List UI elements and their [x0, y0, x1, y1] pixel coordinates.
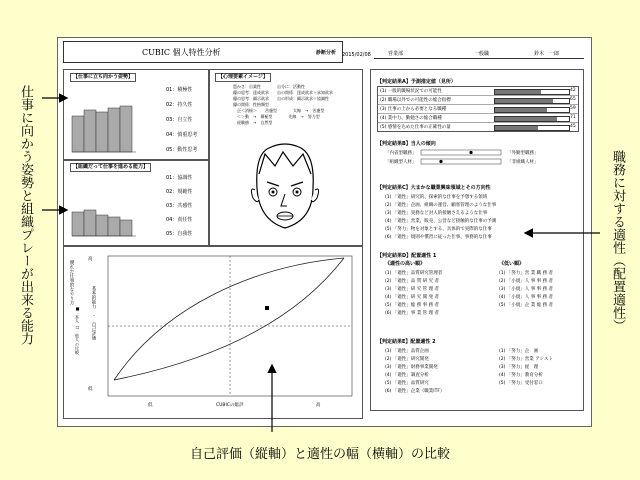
psych-line: 優の関係：性格類型: [233, 102, 269, 107]
dept-value: 営業部: [388, 51, 404, 57]
report-date: 2015/02/08: [342, 52, 371, 58]
result-c-row: (1) 「適性」研究的、探索的な仕事を予想する領域: [385, 195, 488, 200]
result-b-right-1: 「外勤型職務」: [507, 151, 539, 156]
scatter-x-high: 高: [316, 403, 321, 408]
annotation-bottom: 自己評価（縦軸）と適性の幅（横軸）の比較: [189, 447, 450, 462]
result-c-row: (4) 「適性」営業、販売、公営など接触的な仕事の予測: [385, 219, 497, 224]
work-item-1: 01：積極性: [166, 87, 193, 93]
psych-line: 優の思考：顕示欲求 自の形成：顕示欲求＋協調性: [233, 96, 329, 101]
result-d-high-row: (5) 「適性」総 務 事 務 者: [385, 303, 440, 308]
result-e-right-row: (3) 「努力」経 理: [499, 365, 539, 370]
result-d-low-title: 《低い順》: [499, 261, 525, 267]
result-d-low-row: (1) 「努力」営 業 職 務 者: [499, 271, 554, 276]
result-b-scales: [371, 70, 583, 170]
result-e-right-row: (5) 「努力」受付窓口: [499, 381, 543, 386]
scatter-y-bottom: 低: [88, 387, 93, 392]
result-a-value: 71: [570, 115, 576, 120]
report-subtitle: 診断分析: [315, 49, 336, 56]
result-a-label: (1) 一般的職場状況での可能性: [380, 89, 442, 94]
result-b-left-1: 「内省型職務」: [385, 151, 417, 156]
results-panel: [370, 69, 584, 411]
result-a-value: 59: [570, 106, 576, 111]
psych-panel: [208, 69, 363, 247]
result-d-high-row: (2) 「適性」品 質 研 究 者: [385, 279, 440, 284]
position-value: 一般職: [474, 51, 490, 57]
psych-line: 優の思考：達成欲求 自の関係：達成欲求＋承知欲求: [233, 90, 333, 95]
name-value: 鈴木 一郎: [534, 51, 560, 57]
result-a-value: 65: [570, 97, 576, 102]
work-item-2: 02：持久性: [166, 102, 193, 108]
org-item-1: 01：協調性: [166, 175, 193, 181]
result-e-left-row: (6) 「適性」企業（職業ITF）: [385, 389, 445, 394]
org-item-4: 04：責任性: [166, 217, 193, 223]
result-e-right-row: (1) 「努力」企 画: [499, 349, 539, 354]
result-e-left-row: (4) 「適性」調査分析: [385, 373, 429, 378]
result-c-row: (5) 「努力」物を対象とする、具体的で実際的な仕事: [385, 227, 492, 232]
report-sheet: [57, 37, 592, 427]
work-attitude-panel: [63, 69, 210, 161]
result-a-label: (4) 業中力、勤勉さの総合職種: [380, 116, 442, 121]
result-d-high-row: (1) 「適性」品質研究管理者: [385, 271, 443, 276]
work-item-4: 04：慎重思考: [166, 132, 198, 138]
report-title: CUBIC 個人特性分析: [142, 47, 221, 57]
result-b-title: 【判定結果B】当人の傾向: [377, 141, 436, 147]
psych-line: 経験値 → 自然型: [233, 120, 273, 125]
result-b-right-2: 「非組織人材」: [507, 160, 539, 165]
header-title-box: [63, 41, 343, 63]
legend-compare: の比較: [75, 342, 80, 355]
self-point: [265, 306, 269, 310]
org-ability-title: 【組織だって仕事を進める能力】: [70, 163, 151, 172]
result-c-title: 【判定結果C】大まかな職業興味領域とその方向性: [377, 185, 491, 191]
annotation-left: 仕事に向かう姿勢と組織プレーが出来る能力: [18, 85, 33, 345]
result-e-left-row: (5) 「適性」品質研究: [385, 381, 429, 386]
legend-other: □：他人: [75, 324, 80, 342]
org-ability-panel: [63, 159, 210, 247]
annotation-right: 職務に対する適性（配置適性）: [610, 150, 625, 332]
result-a-label: (2) 職場以外での可能性の総合指標: [380, 98, 451, 103]
result-c-row: (2) 「適性」企画、組織の運営、顧客管理のような仕事: [385, 203, 497, 208]
result-e-title: 【判定結果E】配置適性 2: [377, 339, 436, 345]
org-item-5: 05：自我性: [166, 231, 193, 237]
result-e-right-row: (4) 「努力」教育分析: [499, 373, 543, 378]
work-item-5: 05：動性思考: [166, 147, 198, 153]
psych-line: ＜＞動 → 積極型 先線 → 努力型: [233, 114, 320, 119]
org-item-2: 02：規範性: [166, 189, 193, 195]
scatter-left-label: 優れた仕事的なやり方: [69, 260, 74, 305]
result-a-label: (5) 感情を込めた仕事の正確性の量: [380, 125, 451, 130]
psych-line: 愚かさ：自業性 自分に：活動性: [233, 84, 305, 89]
result-c-row: (6) 「適性」規則や慣習に従った仕事、事務的な仕事: [385, 235, 492, 240]
work-item-3: 03：自立性: [166, 117, 193, 123]
result-a-label: (3) 仕事の上から必要となる職種: [380, 107, 447, 112]
comparison-panel: [63, 245, 363, 419]
result-d-low-row: (2) 「小規」人 事 事 務 者: [499, 279, 554, 284]
result-e-right-row: (2) 「努力」営業 アシスト: [499, 357, 553, 362]
result-d-high-title: 《適性の高い順》: [385, 261, 426, 267]
comparison-plot: [64, 246, 362, 418]
scatter-y-top: 高: [88, 257, 93, 262]
result-d-low-row: (3) 「小規」人 事 事 務 者: [499, 287, 554, 292]
scatter-xlabel: CUBICの総評: [216, 403, 244, 408]
face-illustration: [209, 70, 362, 246]
result-d-low-row: (4) 「小規」人 事 事 務 者: [499, 295, 554, 300]
result-d-high-row: (4) 「適性」研 究 開 発 者: [385, 295, 440, 300]
psych-line: 正＜消極＞ 苦慮型 太線 → 苦慮型: [233, 108, 325, 113]
legend-self: ■：本人: [75, 306, 80, 323]
header-fields: [374, 50, 584, 59]
psych-title: 【心理要素イメージ】: [215, 73, 271, 82]
result-d-title: 【判定結果D】配置適性 1: [377, 253, 437, 259]
scatter-x-low: 低: [148, 403, 153, 408]
result-e-left-row: (1) 「適性」品質企画: [385, 349, 429, 354]
work-attitude-title: 【仕事に立ち向かう姿勢】: [70, 73, 136, 82]
result-d-high-row: (6) 「適性」事 業 管 理 者: [385, 311, 440, 316]
scatter-inner-label: 基本的能力 ・ 自己評価: [91, 286, 96, 340]
result-e-left-row: (2) 「適性」研究開発: [385, 357, 429, 362]
result-d-low-row: (5) 「小規」企 業 総 務 者: [499, 303, 554, 308]
result-e-left-row: (3) 「適性」財務事業開発: [385, 365, 438, 370]
result-b-left-2: 「組織型人材」: [385, 160, 417, 165]
org-item-3: 03：共感性: [166, 203, 193, 209]
result-a-title: 【判定結果A】予測推定値（見所）: [377, 79, 456, 85]
result-d-high-row: (3) 「適性」研 究 管 理 者: [385, 287, 440, 292]
result-c-row: (3) 「適性」実務など対人的接触さえるような仕事: [385, 211, 488, 216]
result-a-value: 42: [570, 88, 576, 93]
result-a-value: 45: [570, 124, 576, 129]
